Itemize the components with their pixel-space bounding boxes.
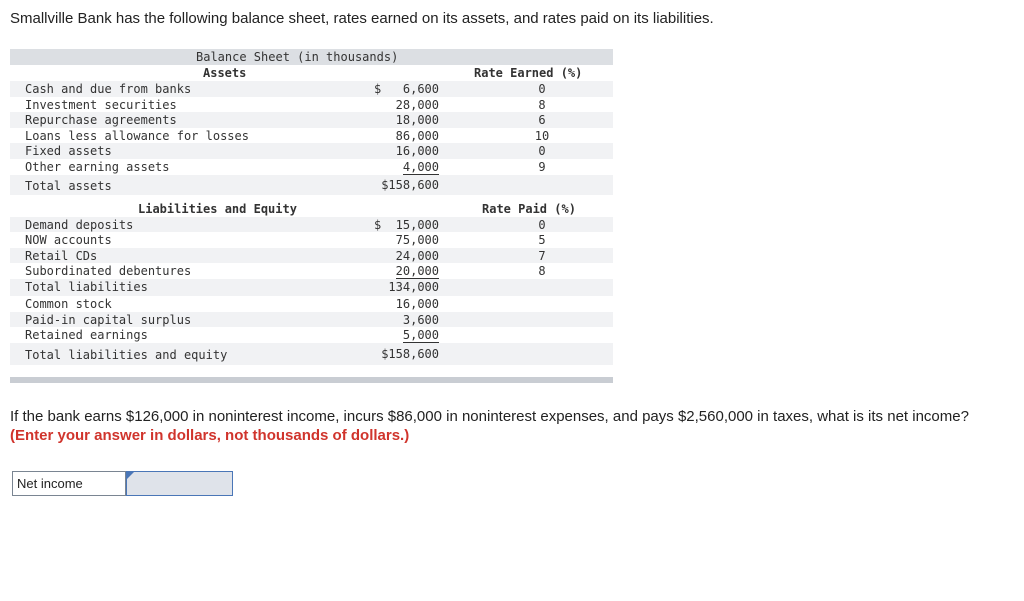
table-row xyxy=(10,312,613,328)
row-rate: 8 xyxy=(538,264,546,279)
row-amount: 18,000 xyxy=(395,113,439,128)
row-amount: 5,000 xyxy=(402,328,439,343)
row-label: Investment securities xyxy=(25,97,177,112)
total-le-row xyxy=(10,343,613,365)
table-row xyxy=(10,81,613,97)
sheet-title-bar xyxy=(10,49,613,65)
table-row xyxy=(10,112,613,128)
row-label: Fixed assets xyxy=(25,144,112,159)
row-label: NOW accounts xyxy=(25,233,112,248)
rate-earned-header: Rate Earned (%) xyxy=(474,66,583,80)
row-amount: 16,000 xyxy=(395,144,439,159)
sheet-bottom-bar xyxy=(10,377,613,383)
row-amount: 16,000 xyxy=(395,296,439,311)
row-rate: 6 xyxy=(538,113,546,128)
net-income-input[interactable] xyxy=(126,471,233,496)
net-income-label: Net income xyxy=(13,472,126,495)
table-row xyxy=(10,327,613,343)
table-row xyxy=(10,128,613,144)
row-rate: 10 xyxy=(534,128,550,143)
question-text xyxy=(10,407,1000,445)
assets-header: Assets xyxy=(203,66,247,80)
row-amount: $158,600 xyxy=(381,346,439,361)
row-label: Retail CDs xyxy=(25,248,98,263)
row-rate: 5 xyxy=(538,233,546,248)
intro-text: Smallville Bank has the following balance sheet, rates earned on its assets, and rates paid on its liabilities. xyxy=(10,10,714,27)
table-row xyxy=(10,159,613,175)
row-label: Loans less allowance for losses xyxy=(25,128,249,143)
row-amount: $158,600 xyxy=(381,177,439,192)
row-label: Repurchase agreements xyxy=(25,113,177,128)
row-label: Subordinated debentures xyxy=(25,264,192,279)
total-assets-row xyxy=(10,175,613,195)
balance-sheet xyxy=(10,49,613,383)
row-label: Demand deposits xyxy=(25,217,134,232)
row-amount: 86,000 xyxy=(395,128,439,143)
row-label: Paid-in capital surplus xyxy=(25,312,192,327)
row-amount: 134,000 xyxy=(388,279,439,294)
row-amount: $ 15,000 xyxy=(373,217,439,232)
row-label: Common stock xyxy=(25,296,112,311)
field-marker-icon xyxy=(127,472,134,479)
liab-header-row xyxy=(10,201,613,217)
table-row xyxy=(10,217,613,233)
table-row xyxy=(10,263,613,279)
row-rate: 0 xyxy=(538,217,546,232)
row-label: Total liabilities and equity xyxy=(25,347,228,362)
row-amount: $ 6,600 xyxy=(373,82,439,96)
row-rate: 8 xyxy=(538,97,546,112)
question-instruction: (Enter your answer in dollars, not thousands of dollars.) xyxy=(10,427,410,444)
row-rate: 7 xyxy=(538,248,546,263)
row-amount: 3,600 xyxy=(402,312,439,327)
question-body: If the bank earns $126,000 in noninterest income, incurs $86,000 in noninterest expenses, and pays $2,560,000 in taxes, what is its net income? xyxy=(10,408,969,425)
rate-paid-header: Rate Paid (%) xyxy=(482,201,576,216)
liabilities-header: Liabilities and Equity xyxy=(138,201,297,216)
row-label: Cash and due from banks xyxy=(25,82,192,96)
row-label: Total liabilities xyxy=(25,279,148,294)
table-row xyxy=(10,279,613,296)
sheet-title: Balance Sheet (in thousands) xyxy=(196,50,399,64)
answer-row xyxy=(12,471,233,496)
row-amount: 4,000 xyxy=(402,159,439,174)
row-amount: 75,000 xyxy=(395,233,439,248)
row-label: Other earning assets xyxy=(25,159,170,174)
row-amount: 20,000 xyxy=(395,264,439,279)
row-amount: 28,000 xyxy=(395,97,439,112)
table-row xyxy=(10,296,613,312)
row-rate: 0 xyxy=(538,144,546,159)
table-row xyxy=(10,232,613,248)
table-row xyxy=(10,143,613,159)
row-amount: 24,000 xyxy=(395,248,439,263)
table-row xyxy=(10,248,613,264)
row-rate: 9 xyxy=(538,159,546,174)
row-label: Retained earnings xyxy=(25,328,148,343)
row-label: Total assets xyxy=(25,178,112,193)
assets-header-row xyxy=(10,65,613,81)
table-row xyxy=(10,97,613,113)
row-rate: 0 xyxy=(538,82,546,96)
